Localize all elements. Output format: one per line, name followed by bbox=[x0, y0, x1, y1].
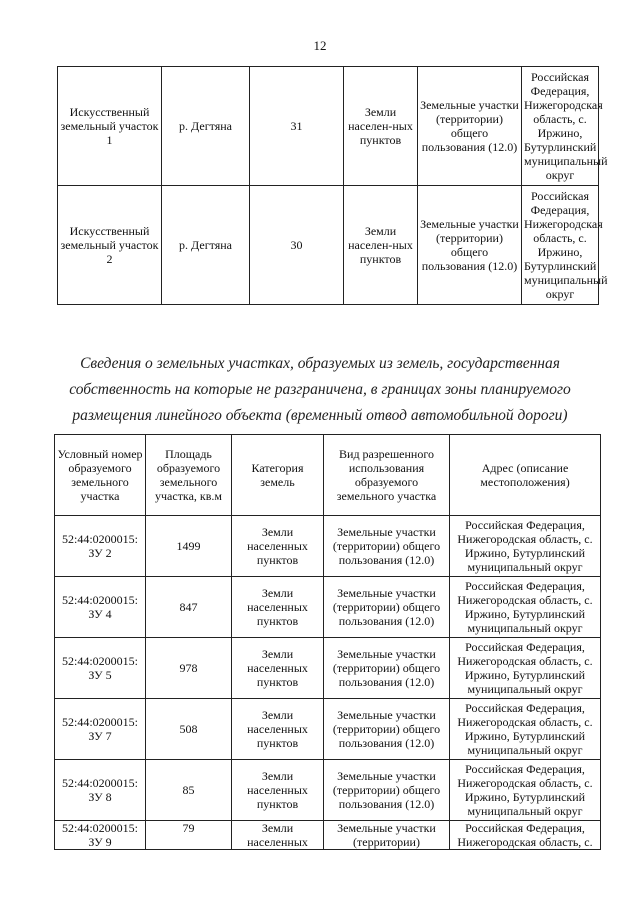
table-row bbox=[55, 577, 601, 638]
column-header: Вид разрешенного использования образуемого земельного участка bbox=[324, 435, 450, 516]
category-cell: Земли населен-ных пунктов bbox=[344, 186, 418, 305]
table-row bbox=[55, 699, 601, 760]
address-cell: Российская Федерация, Нижегородская область, с. Иржино, Бутурлинский муниципальный округ bbox=[522, 67, 599, 186]
address-cell: Российская Федерация, Нижегородская область, с. bbox=[450, 821, 601, 850]
column-header: Категория земель bbox=[232, 435, 324, 516]
usage-cell: Земельные участки (территории) общего пользования (12.0) bbox=[324, 638, 450, 699]
usage-cell: Земельные участки (территории) bbox=[324, 821, 450, 850]
river-cell: р. Дегтяна bbox=[162, 67, 250, 186]
number-cell: 31 bbox=[250, 67, 344, 186]
number-cell: 30 bbox=[250, 186, 344, 305]
table-row bbox=[55, 821, 601, 850]
area-cell: 85 bbox=[146, 760, 232, 821]
table-row bbox=[55, 638, 601, 699]
category-cell: Земли населенных пунктов bbox=[232, 760, 324, 821]
plot-id-cell: 52:44:0200015: ЗУ 7 bbox=[55, 699, 146, 760]
address-cell: Российская Федерация, Нижегородская область, с. Иржино, Бутурлинский муниципальный округ bbox=[450, 577, 601, 638]
plot-id-cell: 52:44:0200015: ЗУ 9 bbox=[55, 821, 146, 850]
plot-id-cell: 52:44:0200015: ЗУ 8 bbox=[55, 760, 146, 821]
table-header-row bbox=[55, 435, 601, 516]
table-row bbox=[55, 760, 601, 821]
usage-cell: Земельные участки (территории) общего пользования (12.0) bbox=[324, 577, 450, 638]
category-cell: Земли населен-ных пунктов bbox=[344, 67, 418, 186]
address-cell: Российская Федерация, Нижегородская область, с. Иржино, Бутурлинский муниципальный округ bbox=[450, 638, 601, 699]
area-cell: 978 bbox=[146, 638, 232, 699]
plot-name-cell: Искусственный земельный участок 2 bbox=[58, 186, 162, 305]
usage-cell: Земельные участки (территории) общего пользования (12.0) bbox=[324, 699, 450, 760]
address-cell: Российская Федерация, Нижегородская область, с. Иржино, Бутурлинский муниципальный округ bbox=[522, 186, 599, 305]
area-cell: 508 bbox=[146, 699, 232, 760]
category-cell: Земли населенных пунктов bbox=[232, 516, 324, 577]
table-row bbox=[58, 67, 599, 186]
table-row bbox=[55, 516, 601, 577]
land-plots-table bbox=[57, 66, 608, 305]
table-row bbox=[58, 186, 599, 305]
plot-id-cell: 52:44:0200015: ЗУ 4 bbox=[55, 577, 146, 638]
river-cell: р. Дегтяна bbox=[162, 186, 250, 305]
address-cell: Российская Федерация, Нижегородская область, с. Иржино, Бутурлинский муниципальный округ bbox=[450, 760, 601, 821]
category-cell: Земли населенных пунктов bbox=[232, 699, 324, 760]
formed-plots-table bbox=[54, 434, 601, 850]
page-number: 12 bbox=[313, 38, 327, 53]
usage-cell: Земельные участки (территории) общего пользования (12.0) bbox=[324, 516, 450, 577]
plot-id-cell: 52:44:0200015: ЗУ 5 bbox=[55, 638, 146, 699]
address-cell: Российская Федерация, Нижегородская область, с. Иржино, Бутурлинский муниципальный округ bbox=[450, 699, 601, 760]
column-header: Условный номер образуемого земельного участка bbox=[55, 435, 146, 516]
area-cell: 79 bbox=[146, 821, 232, 850]
area-cell: 847 bbox=[146, 577, 232, 638]
category-cell: Земли населенных пунктов bbox=[232, 638, 324, 699]
area-cell: 1499 bbox=[146, 516, 232, 577]
plot-id-cell: 52:44:0200015: ЗУ 2 bbox=[55, 516, 146, 577]
category-cell: Земли населенных bbox=[232, 821, 324, 850]
section-title: Сведения о земельных участках, образуемых из земель, государственная собственность на которые не разграничена, в границах зоны планируемого размещения линейного объекта (временный отвод автомобильной дороги) bbox=[69, 355, 571, 424]
address-cell: Российская Федерация, Нижегородская область, с. Иржино, Бутурлинский муниципальный округ bbox=[450, 516, 601, 577]
usage-cell: Земельные участки (территории) общего пользования (12.0) bbox=[418, 186, 522, 305]
column-header: Площадь образуемого земельного участка, кв.м bbox=[146, 435, 232, 516]
category-cell: Земли населенных пунктов bbox=[232, 577, 324, 638]
usage-cell: Земельные участки (территории) общего пользования (12.0) bbox=[324, 760, 450, 821]
column-header: Адрес (описание местоположения) bbox=[450, 435, 601, 516]
usage-cell: Земельные участки (территории) общего пользования (12.0) bbox=[418, 67, 522, 186]
plot-name-cell: Искусственный земельный участок 1 bbox=[58, 67, 162, 186]
